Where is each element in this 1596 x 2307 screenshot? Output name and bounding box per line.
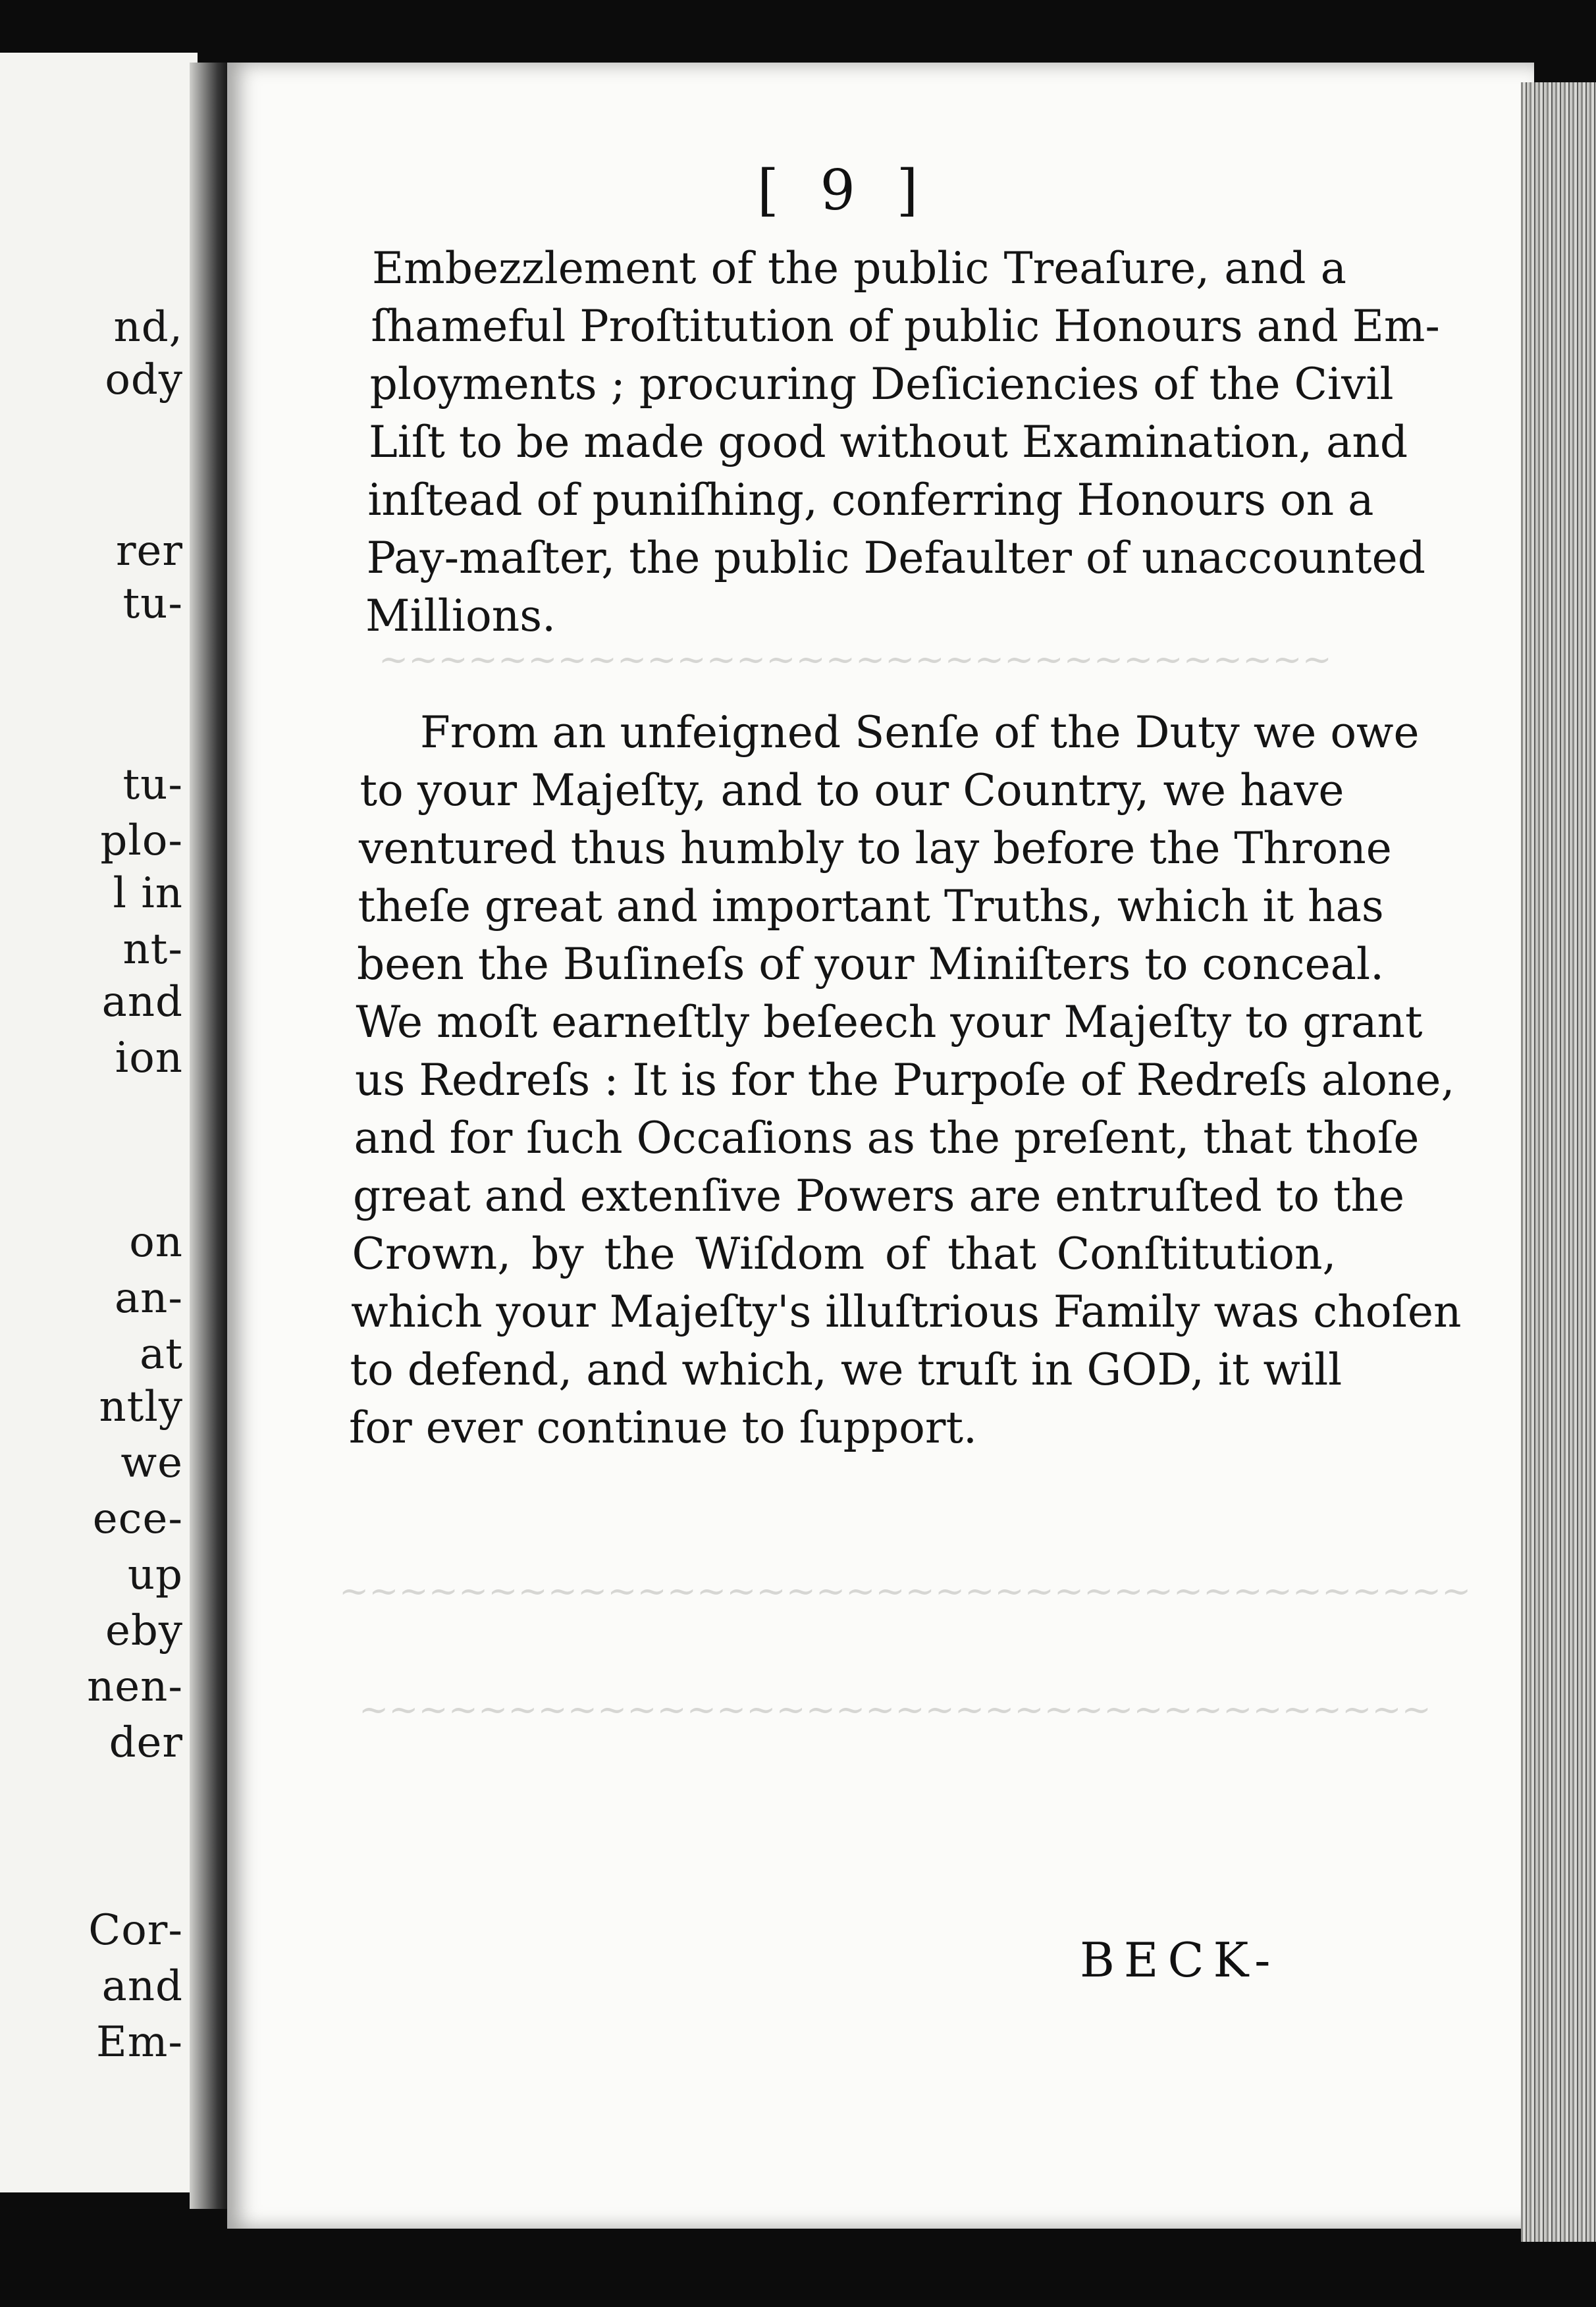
text-line: Pay-maſter, the public Defaulter of unaccounted [366, 533, 1425, 583]
text-line: We moſt earneſtly beſeech your Majeſty to grant [356, 997, 1423, 1047]
text-line: From an unfeigned Senſe of the Duty we owe [420, 707, 1420, 758]
facing-text-fragment: rer [115, 527, 183, 575]
facing-text-fragment: eby [105, 1606, 183, 1655]
facing-text-fragment: at [140, 1330, 183, 1379]
facing-text-fragment: Cor- [88, 1906, 183, 1955]
facing-text-fragment: der [109, 1718, 183, 1767]
text-line: to defend, and which, we truſt in GOD, it will [350, 1344, 1343, 1395]
text-line: for ever continue to ſupport. [349, 1402, 977, 1453]
text-line: Embezzlement of the public Treaſure, and a [372, 243, 1346, 294]
text-line: and for ſuch Occaſions as the preſent, that thoſe [354, 1113, 1420, 1163]
text-line: ployments ; procuring Deſiciencies of the Civil [369, 359, 1394, 410]
page-edges [1521, 82, 1596, 2242]
facing-text-fragment: tu- [122, 760, 183, 809]
facing-text-fragment: l in [113, 869, 183, 918]
show-through-text: ~~~~~~~~~~~~~~~~~~~~~~~~~~~~~~~~~~~~ [359, 1689, 1431, 1730]
show-through-text: ~~~~~~~~~~~~~~~~~~~~~~~~~~~~~~~~ [379, 639, 1332, 680]
facing-text-fragment: plo- [100, 816, 183, 865]
text-line: Liſt to be made good without Examination, and [369, 417, 1408, 467]
facing-text-fragment: ece- [92, 1495, 183, 1543]
text-line: which your Majeſty's illuſtrious Family was choſen [351, 1286, 1462, 1337]
facing-text-fragment: nd, [113, 303, 183, 352]
text-line: Millions. [365, 591, 556, 641]
text-line: to your Majeſty, and to our Country, we have [359, 765, 1344, 816]
facing-text-fragment: Em- [95, 2018, 183, 2067]
page-number: [ 9 ] [757, 158, 930, 223]
facing-text-fragment: nt- [122, 925, 183, 974]
facing-text-fragment: on [129, 1218, 183, 1267]
text-line: theſe great and important Truths, which it has [358, 881, 1384, 932]
facing-text-fragment: we [120, 1439, 183, 1487]
catchword: BECK- [1080, 1932, 1280, 1988]
facing-text-fragment: up [127, 1551, 183, 1599]
text-line: Crown, by the Wiſdom of that Conſtitution, [352, 1229, 1337, 1279]
text-line: inſtead of puniſhing, conferring Honours on a [367, 475, 1374, 525]
facing-page [0, 53, 198, 2192]
facing-text-fragment: ion [115, 1034, 183, 1082]
facing-text-fragment: nen- [87, 1662, 183, 1711]
text-line: been the Buſineſs of your Miniſters to conceal. [357, 939, 1385, 990]
facing-text-fragment: and [101, 1962, 183, 2011]
facing-text-fragment: and [101, 978, 183, 1026]
text-line: ventured thus humbly to lay before the Throne [359, 823, 1392, 874]
text-line: ſhameful Proſtitution of public Honours and Em- [371, 301, 1440, 352]
book-gutter [190, 63, 229, 2209]
facing-text-fragment: ntly [99, 1383, 183, 1431]
facing-text-fragment: an- [115, 1274, 183, 1323]
facing-text-fragment: tu- [122, 579, 183, 628]
text-line: us Redreſs : It is for the Purpoſe of Redreſs alone, [355, 1055, 1455, 1105]
facing-text-fragment: ody [105, 356, 183, 404]
text-line: great and extenſive Powers are entruſted to the [353, 1171, 1405, 1221]
show-through-text: ~~~~~~~~~~~~~~~~~~~~~~~~~~~~~~~~~~~~~~ [339, 1570, 1472, 1612]
